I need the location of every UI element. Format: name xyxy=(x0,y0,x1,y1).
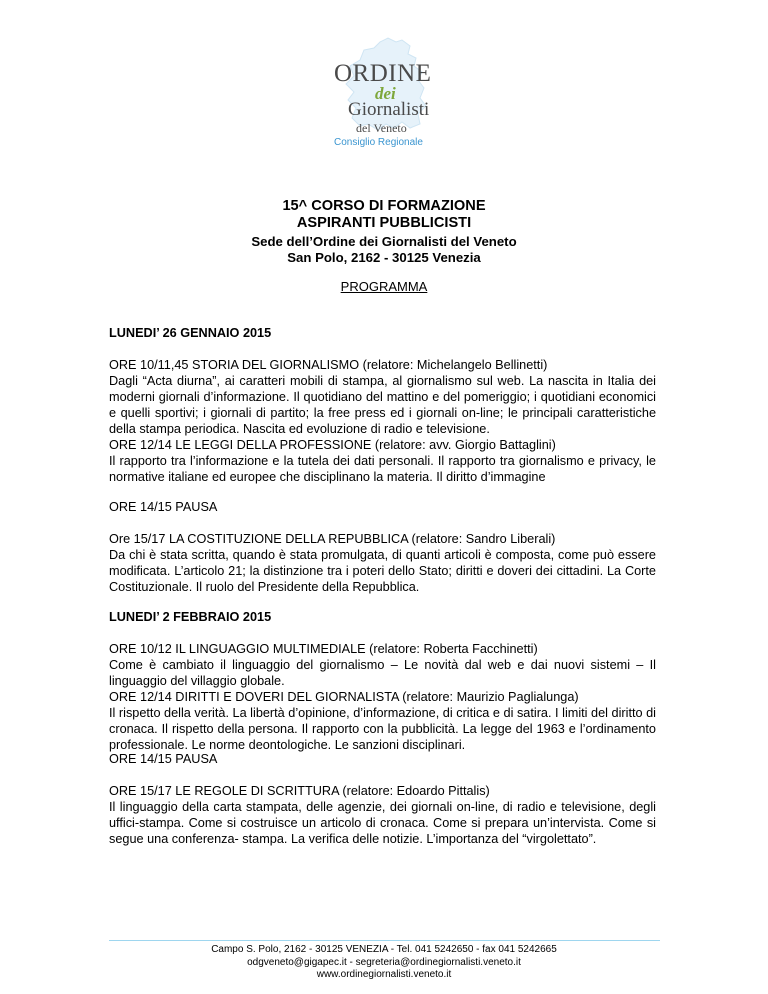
logo xyxy=(328,36,442,152)
address-line: San Polo, 2162 - 30125 Venezia xyxy=(287,250,481,265)
footer-divider xyxy=(109,940,660,941)
day1-session2 xyxy=(109,437,656,485)
session-description: Il linguaggio della carta stampata, delle agenzie, dei giornali on-line, di radio e televisione, degli uffici-stampa. Come si costruisce un articolo di cronaca. Come si prepara un’intervista. Come si segue una conferenza- stampa. La verifica delle notizie. L’importanza del “virgolettato”. xyxy=(109,800,656,846)
session-description: Il rapporto tra l’informazione e la tutela dei dati personali. Il rapporto tra giornalismo e privacy, le normative italiane ed europee che disciplinano la materia. Il diritto d’immagine xyxy=(109,454,656,484)
session-description: Da chi è stata scritta, quando è stata promulgata, di quanti articoli è composta, come può essere modificata. L’articolo 21; la distinzione tra i poteri dello Stato; diritti e doveri dei cittadini. La Corte Costituzionale. Il ruolo del Presidente della Repubblica. xyxy=(109,548,656,594)
footer-emails: odgveneto@gigapec.it - segreteria@ordinegiornalisti.veneto.it xyxy=(247,956,521,968)
day1-session3 xyxy=(109,531,656,595)
session-title: ORE 12/14 DIRITTI E DOVERI DEL GIORNALISTA (relatore: Maurizio Paglialunga) xyxy=(109,690,579,704)
session-description: Come è cambiato il linguaggio del giornalismo – Le novità dal web e dai nuovi sistemi – Il linguaggio del villaggio globale. xyxy=(109,658,656,688)
day1-session1 xyxy=(109,357,656,437)
session-title: ORE 10/12 IL LINGUAGGIO MULTIMEDIALE (relatore: Roberta Facchinetti) xyxy=(109,642,538,656)
day2-session1 xyxy=(109,641,656,689)
course-subtitle: ASPIRANTI PUBBLICISTI xyxy=(296,215,472,231)
day2-session2 xyxy=(109,689,656,753)
session-description: Dagli “Acta diurna”, ai caratteri mobili di stampa, al giornalismo sul web. La nascita in Italia dei moderni giornali d’informazione. Il quotidiano del mattino e del pomeriggio; i quotidiani economici e quelli sportivi; i giornali di partito; la free press ed i giornali on-line; le principali caratteristiche della stampa periodica. Nascita ed evoluzione di radio e televisione. xyxy=(109,374,656,436)
programma-heading: PROGRAMMA xyxy=(340,279,428,294)
day1-heading: LUNEDI’ 26 GENNAIO 2015 xyxy=(109,326,272,340)
footer-website: www.ordinegiornalisti.veneto.it xyxy=(316,969,452,980)
logo-ordine: ORDINE xyxy=(334,60,432,87)
venue-line: Sede dell’Ordine dei Giornalisti del Veneto xyxy=(251,234,517,249)
day2-heading: LUNEDI’ 2 FEBBRAIO 2015 xyxy=(109,610,272,624)
logo-giornalisti: Giornalisti xyxy=(348,99,430,120)
logo-del-veneto: del Veneto xyxy=(356,121,407,135)
logo-dei: dei xyxy=(375,84,396,103)
session-title: ORE 10/11,45 STORIA DEL GIORNALISMO (relatore: Michelangelo Bellinetti) xyxy=(109,358,548,372)
session-title: ORE 15/17 LE REGOLE DI SCRITTURA (relatore: Edoardo Pittalis) xyxy=(109,784,490,798)
course-title: 15^ CORSO DI FORMAZIONE xyxy=(282,198,486,214)
day2-pause: ORE 14/15 PAUSA xyxy=(109,752,218,766)
footer-address: Campo S. Polo, 2162 - 30125 VENEZIA - Tel. 041 5242650 - fax 041 5242665 xyxy=(211,944,557,955)
session-title: Ore 15/17 LA COSTITUZIONE DELLA REPUBBLICA (relatore: Sandro Liberali) xyxy=(109,532,556,546)
logo-consiglio: Consiglio Regionale xyxy=(334,137,423,148)
session-title: ORE 12/14 LE LEGGI DELLA PROFESSIONE (relatore: avv. Giorgio Battaglini) xyxy=(109,438,556,452)
day2-session3 xyxy=(109,783,656,847)
footer xyxy=(0,944,768,982)
session-description: Il rispetto della verità. La libertà d’opinione, d’informazione, di critica e di satira. I limiti del diritto di cronaca. Il rispetto della persona. Il rapporto con la pubblicità. La legge del 1963 e l’ordinamento professionale. Le norme deontologiche. Le sanzioni disciplinari. xyxy=(109,706,656,752)
day1-pause: ORE 14/15 PAUSA xyxy=(109,500,218,514)
